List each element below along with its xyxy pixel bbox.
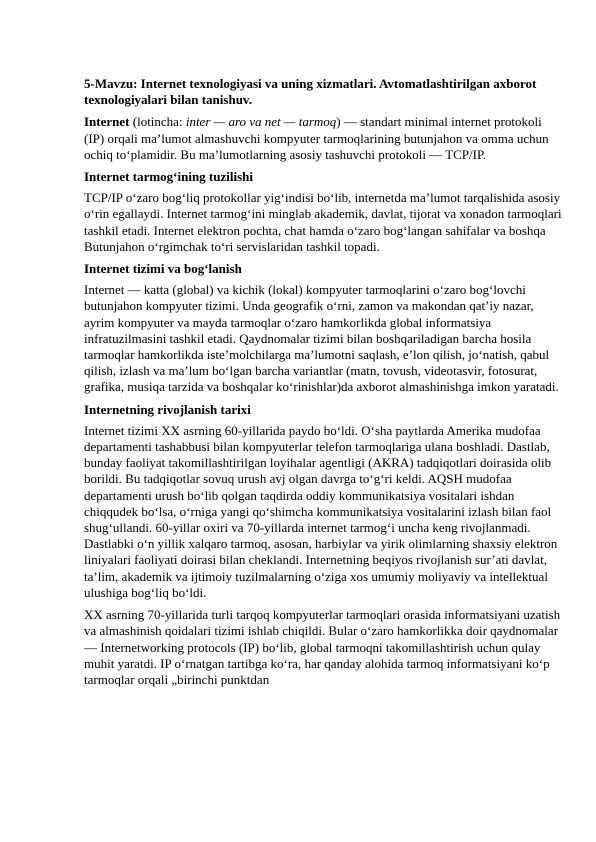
intro-latin: inter — aro va net — tarmoq bbox=[185, 114, 337, 130]
section-paragraph-system: Internet — katta (global) va kichik (lokal) kompyuter tarmoqlarini o‘zaro bog‘lovchi butunjahon kompyuter tizimi. Unda geografik o‘rni, zamon va makondan qat’iy nazar, ayrim kompyuter va mayda tarmoqlar o‘zaro hamkorlikda global informatsiya infratuzilmasini tashkil etadi. Qaydnomalar tizimi bilan boshqariladigan barcha hosila tarmoqlar hamkorlikda iste’molchilarga ma’lumotni saqlash, e’lon qilish, jo‘natish, qabul qilish, izlash va ma’lum bo‘lgan barcha variantlar (matn, tovush, videotasvir, fotosurat, grafika, musiqa tarzida va boshqalar ko‘rinishlar)da axborot almashinishga imkon yaratadi. bbox=[84, 282, 559, 395]
section-heading-system: Internet tizimi va bog‘lanish bbox=[84, 261, 242, 277]
section-paragraph-history-1: Internet tizimi XX asrning 60-yillarida paydo bo‘ldi. O‘sha paytlarda Amerika mudofaa departamenti tashabbusi bilan kompyuterlar telefon tarmoqlariga ulana boshladi. Dastlab, bunday faoliyat takomillashtirilgan loyihalar agentligi (AKRA) tadqiqotlari doirasida olib borildi. Bu tadqiqotlar sovuq urush avj olgan davrga to‘g‘ri keldi. AQSH mudofaa departamenti urush bo‘lib qolgan taqdirda oddiy kommunikatsiya vositalari ishdan chiqqudek bo‘lsa, o‘rniga yangi qo‘shimcha kommunikatsiya vositalarini izlash bilan faol shug‘ullandi. 60-yillar oxiri va 70-yillarda internet tarmog‘i uncha keng rivojlanmadi. Dastlabki o‘n yillik xalqaro tarmoq, asosan, harbiylar va yirik olimlarning shaxsiy elektron liniyalari faoliyati doirasi bilan cheklandi. Internetning beqiyos rivojlanish sur’ati davlat, ta’lim, akademik va ijtimoiy tuzilmalarning o‘ziga xos umumiy moliyaviy va intellektual ulushiga bog‘liq bo‘ldi. bbox=[84, 422, 558, 600]
section-paragraph-history-2: XX asrning 70-yillarida turli tarqoq kompyuterlar tarmoqlari orasida informatsiyani uzatish va almashinish qoidalari tizimi ishlab chiqildi. Bular o‘zaro hamkorlikka doir qaydnomalar — Internetworking protocols (IP) bo‘lib, global tarmoqni takomillashtirish uchun qulay muhit yaratdi. IP o‘rnatgan tartibga ko‘ra, har qanday alohida tarmoq informatsiyani ko‘p tarmoqlar orqali „birinchi punktdan bbox=[84, 607, 561, 687]
document-page bbox=[84, 76, 562, 694]
section-heading-history: Internetning rivojlanish tarixi bbox=[84, 401, 251, 417]
section-heading-structure: Internet tarmog‘ining tuzilishi bbox=[84, 169, 253, 185]
intro-text-2: ) — standart minimal internet protokoli (IP) orqali ma’lumot almashuvchi kompyuter tarmoqlarining butunjahon va omma uchun ochiq to‘plamidir. Bu ma’lumotlarning asosiy tashuvchi protokoli — TCP/IP. bbox=[84, 114, 549, 162]
document-title: 5-Mavzu: Internet texnologiyasi va uning xizmatlari. Avtomatlashtirilgan axborot texnologiyalari bilan tanishuv. bbox=[84, 76, 537, 108]
intro-term: Internet bbox=[84, 114, 130, 130]
section-paragraph-structure: TCP/IP o‘zaro bog‘liq protokollar yig‘indisi bo‘lib, internetda ma’lumot tarqalishida asosiy o‘rin egallaydi. Internet tarmog‘ini minglab akademik, davlat, tijorat va xonadon tarmoqlari tashkil etadi. Internet elektron pochta, chat hamda o‘zaro bog‘langan sahifalar va boshqa Butunjahon o‘rgimchak to‘ri servislaridan tashkil topadi. bbox=[84, 190, 562, 254]
intro-text-1: (lotincha: bbox=[129, 114, 186, 130]
intro-paragraph bbox=[84, 114, 562, 163]
